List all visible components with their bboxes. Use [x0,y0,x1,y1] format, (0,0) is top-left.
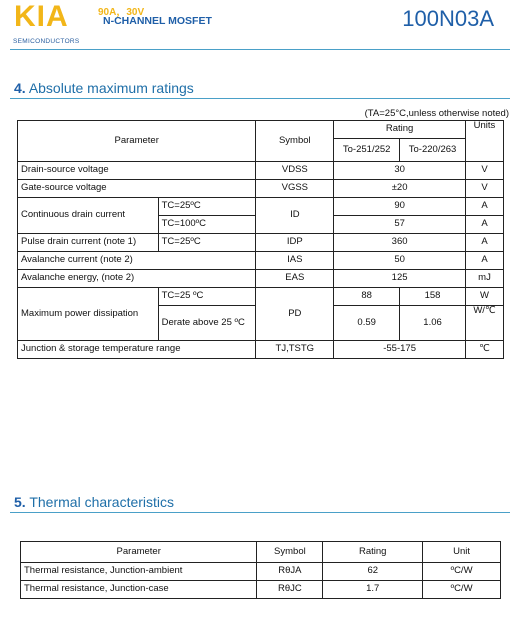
section-4-title: Absolute maximum ratings [28,80,194,96]
row-parameter: Pulse drain current (note 1) [18,234,159,252]
company-logo: KIA [14,0,69,33]
row-unit: V [465,162,503,180]
row-value: -55-175 [334,341,466,359]
row-unit: ℃ [465,341,503,359]
row-parameter: Avalanche current (note 2) [18,252,256,270]
row-unit: mJ [465,270,503,288]
section-4-divider [10,98,510,99]
conditions-note: (TA=25°C,unless otherwise noted) [364,108,509,119]
row-unit: ºC/W [423,581,501,599]
header-units: Units [465,121,503,162]
row-condition: Derate above 25 ºC [158,306,256,341]
thermal-characteristics-table [20,541,501,599]
absolute-max-ratings-table [17,120,504,359]
row-unit: A [465,252,503,270]
section-4-number: 4. [14,80,26,96]
row-value: 57 [334,216,466,234]
row-value: 30 [334,162,466,180]
row-condition: TC=25ºC [158,198,256,216]
row-value: 125 [334,270,466,288]
row-unit: A [465,216,503,234]
table-row [18,341,504,359]
row-value: 88 [334,288,400,306]
row-symbol: RθJA [257,563,323,581]
row-value: 0.59 [334,306,400,341]
spec-line-1: 90A，30V [98,7,145,18]
row-symbol: RθJC [257,581,323,599]
table-header-row [18,121,504,139]
row-rating: 1.7 [323,581,423,599]
row-symbol: ID [256,198,334,234]
part-number: 100N03A [402,6,494,31]
row-condition: TC=25ºC [158,234,256,252]
row-unit: W [465,288,503,306]
row-parameter: Avalanche energy, (note 2) [18,270,256,288]
table-row [18,162,504,180]
row-unit: A [465,198,503,216]
spec-line-2: N-CHANNEL MOSFET [103,15,212,27]
row-value: 90 [334,198,466,216]
row-symbol: TJ,TSTG [256,341,334,359]
section-5-number: 5. [14,494,26,510]
row-value: 158 [400,288,466,306]
table-row [18,198,504,216]
logo-subtitle: SEMICONDUCTORS [13,38,80,45]
header-divider [10,49,510,50]
row-condition: TC=25 ºC [158,288,256,306]
table-row [18,252,504,270]
row-unit: A [465,234,503,252]
row-symbol: VGSS [256,180,334,198]
header-parameter: Parameter [21,542,257,563]
row-symbol: IAS [256,252,334,270]
row-unit: W/℃ [465,306,503,341]
section-5-title: Thermal characteristics [29,494,175,510]
row-rating: 62 [323,563,423,581]
row-value: 50 [334,252,466,270]
row-value: 360 [334,234,466,252]
row-parameter: Thermal resistance, Junction-case [21,581,257,599]
section-5-heading [14,494,174,510]
section-4-heading [14,80,194,96]
table-row [18,180,504,198]
header-rating: Rating [334,121,466,139]
table-row [21,563,501,581]
row-symbol: VDSS [256,162,334,180]
header-symbol: Symbol [256,121,334,162]
header-symbol: Symbol [257,542,323,563]
row-unit: ºC/W [423,563,501,581]
header-unit: Unit [423,542,501,563]
row-condition: TC=100ºC [158,216,256,234]
row-symbol: IDP [256,234,334,252]
row-parameter: Maximum power dissipation [18,288,159,341]
table-header-row [21,542,501,563]
row-parameter: Drain-source voltage [18,162,256,180]
table-row [21,581,501,599]
row-unit: V [465,180,503,198]
row-parameter: Continuous drain current [18,198,159,234]
row-parameter: Gate-source voltage [18,180,256,198]
row-symbol: EAS [256,270,334,288]
header-package-1: To-251/252 [334,139,400,162]
row-parameter: Junction & storage temperature range [18,341,256,359]
table-row [18,288,504,306]
row-parameter: Thermal resistance, Junction-ambient [21,563,257,581]
row-value: ±20 [334,180,466,198]
header-package-2: To-220/263 [400,139,466,162]
row-value: 1.06 [400,306,466,341]
section-5-divider [10,512,510,513]
header-parameter: Parameter [18,121,256,162]
row-symbol: PD [256,288,334,341]
header-rating: Rating [323,542,423,563]
table-row [18,270,504,288]
table-row [18,234,504,252]
